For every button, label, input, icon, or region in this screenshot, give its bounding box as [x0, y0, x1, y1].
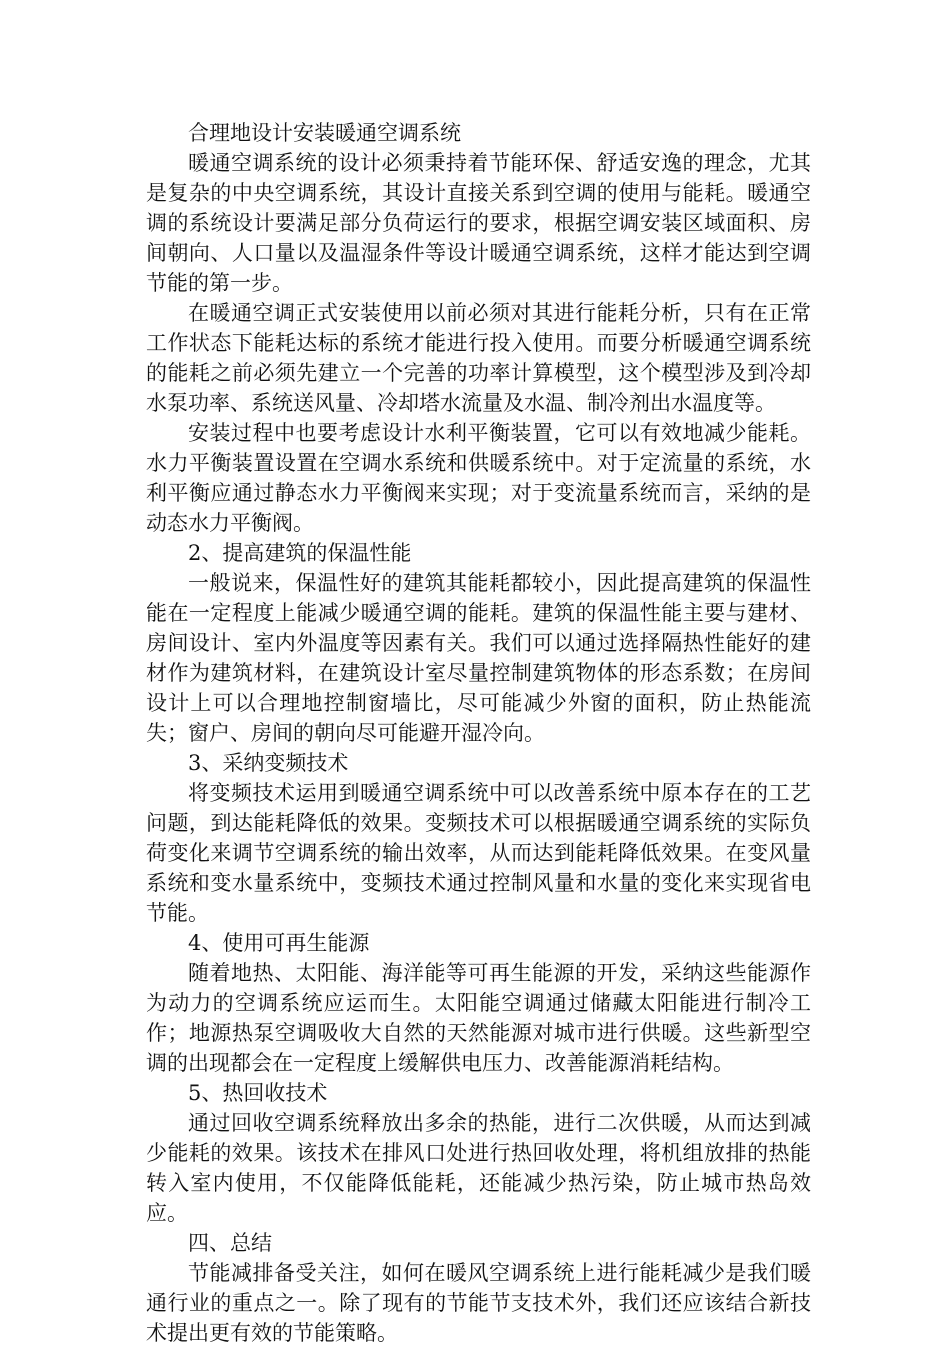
- section-heading: 5、热回收技术: [188, 1081, 328, 1105]
- paragraph: 将变频技术运用到暖通空调系统中可以改善系统中原本存在的工艺问题，到达能耗降低的效果。变频技术可以根据暖通空调系统的实际负荷变化来调节空调系统的输出效率，从而达到能耗降低效果。在变风量系统和变水量系统中，变频技术通过控制风量和水量的变化来实现省电节能。: [146, 781, 811, 925]
- paragraph: 节能减排备受关注，如何在暖风空调系统上进行能耗减少是我们暖通行业的重点之一。除了现有的节能节支技术外，我们还应该结合新技术提出更有效的节能策略。: [146, 1261, 811, 1345]
- section-heading: 3、采纳变频技术: [188, 751, 349, 775]
- section-heading: 4、使用可再生能源: [188, 931, 370, 955]
- paragraph: 随着地热、太阳能、海洋能等可再生能源的开发，采纳这些能源作为动力的空调系统应运而生。太阳能空调通过储藏太阳能进行制冷工作；地源热泵空调吸收大自然的天然能源对城市进行供暖。这些新型空调的出现都会在一定程度上缓解供电压力、改善能源消耗结构。: [146, 961, 811, 1075]
- document-body: [146, 118, 811, 1348]
- section-heading: 四、总结: [188, 1231, 272, 1255]
- paragraph: 通过回收空调系统释放出多余的热能，进行二次供暖，从而达到减少能耗的效果。该技术在排风口处进行热回收处理，将机组放排的热能转入室内使用，不仅能降低能耗，还能减少热污染，防止城市热岛效应。: [146, 1111, 811, 1225]
- paragraph: 安装过程中也要考虑设计水利平衡装置，它可以有效地减少能耗。水力平衡装置设置在空调水系统和供暖系统中。对于定流量的系统，水利平衡应通过静态水力平衡阀来实现；对于变流量系统而言，采纳的是动态水力平衡阀。: [146, 421, 811, 535]
- section-heading: 合理地设计安装暖通空调系统: [188, 121, 461, 145]
- paragraph: 暖通空调系统的设计必须秉持着节能环保、舒适安逸的理念，尤其是复杂的中央空调系统，其设计直接关系到空调的使用与能耗。暖通空调的系统设计要满足部分负荷运行的要求，根据空调安装区域面积、房间朝向、人口量以及温湿条件等设计暖通空调系统，这样才能达到空调节能的第一步。: [146, 151, 811, 295]
- section-heading: 2、提高建筑的保温性能: [188, 541, 412, 565]
- paragraph: 一般说来，保温性好的建筑其能耗都较小，因此提高建筑的保温性能在一定程度上能减少暖通空调的能耗。建筑的保温性能主要与建材、房间设计、室内外温度等因素有关。我们可以通过选择隔热性能好的建材作为建筑材料，在建筑设计室尽量控制建筑物体的形态系数；在房间设计上可以合理地控制窗墙比，尽可能减少外窗的面积，防止热能流失；窗户、房间的朝向尽可能避开湿冷向。: [146, 571, 811, 745]
- paragraph: 在暖通空调正式安装使用以前必须对其进行能耗分析，只有在正常工作状态下能耗达标的系统才能进行投入使用。而要分析暖通空调系统的能耗之前必须先建立一个完善的功率计算模型，这个模型涉及到冷却水泵功率、系统送风量、冷却塔水流量及水温、制冷剂出水温度等。: [146, 301, 811, 415]
